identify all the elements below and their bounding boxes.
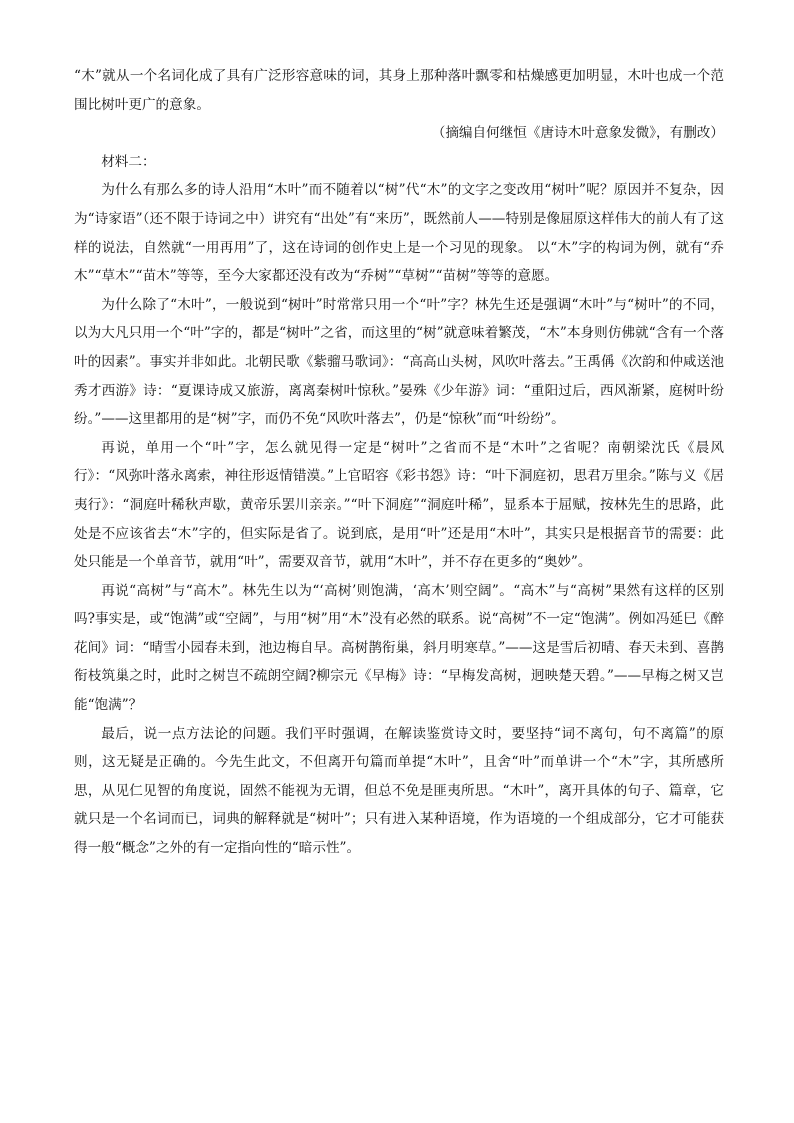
section-label: 材料二：	[101, 153, 156, 170]
document-page	[74, 62, 724, 863]
body-paragraph-1: 为什么有那么多的诗人沿用“木叶”而不随着以“树”代“木”的文字之变改用“树叶”呢？原因并不复杂，因为“诗家语”（还不限于诗词之中）讲究有“出处”有“来历”，既然前人——特别是像屈原这样伟大的前人有了这样的说法，自然就“一用再用”了，这在诗词的创作史上是一个习见的现象。 以“木”字的构词为例，就有“乔木”“草木”“苗木”等等，至今大家都还没有改为“乔树”“草树”“苗树”等等的意愿。	[74, 182, 724, 285]
source-note: （摘编自何继恒《唐诗木叶意象发微》，有删改）	[431, 125, 724, 142]
body-paragraph-2: 为什么除了“木叶”，一般说到“树叶”时常常只用一个“叶”字？林先生还是强调“木叶”与“树叶”的不同，以为大凡只用一个“叶”字的，都是“树叶”之省，而这里的“树”就意味着繁茂，“木”本身则仿佛就“含有一个落叶的因素”。事实并非如此。北朝民歌《紫骝马歌词》：“高高山头树，风吹叶落去。”王禹偁《次韵和仲咸送池秀才西游》诗：“夏课诗成又旅游，离离秦树叶惊秋。”晏殊《少年游》词：“重阳过后，西风渐紧，庭树叶纷纷。”——这里都用的是“树”字，而仍不免“风吹叶落去”，仍是“惊秋”而“叶纷纷”。	[74, 296, 724, 428]
body-paragraph-3: 再说，单用一个“叶”字，怎么就见得一定是“树叶”之省而不是“木叶”之省呢？南朝梁沈氏《晨风行》：“风弥叶落永离索，神往形返情错漠。”上官昭容《彩书怨》诗：“叶下洞庭初，思君万里余。”陈与义《居夷行》：“洞庭叶稀秋声歇，黄帝乐罢川亲亲。”“叶下洞庭”“洞庭叶稀”，显系本于屈赋，按林先生的思路，此处是不应该省去“木”字的，但实际是省了。说到底，是用“叶”还是用“木叶”，其实只是根据音节的需要：此处只能是一个单音节，就用“叶”，需要双音节，就用“木叶”，并不存在更多的“奥妙”。	[74, 439, 724, 571]
body-paragraph-5: 最后，说一点方法论的问题。我们平时强调，在解读鉴赏诗文时，要坚持“词不离句，句不离篇”的原则，这无疑是正确的。今先生此文，不但离开句篇而单提“木叶”，且舍“叶”而单讲一个“木”字，其所感所思，从见仁见智的角度说，固然不能视为无谓，但总不免是匪夷所思。“木叶”，离开具体的句子、篇章，它就只是一个名词而已，词典的解释就是“树叶”；只有进入某种语境，作为语境的一个组成部分，它才可能获得一般“概念”之外的有一定指向性的“暗示性”。	[74, 725, 724, 857]
opening-paragraph: “木”就从一个名词化成了具有广泛形容意味的词，其身上那种落叶飘零和枯燥感更加明显，木叶也成一个范围比树叶更广的意象。	[74, 68, 724, 113]
body-paragraph-4: 再说“高树”与“高木”。林先生以为“‘高树’则饱满，‘高木’则空阔”。“高木”与“高树”果然有这样的区别吗?事实是，或“饱满”或“空阔”，与用“树”用“木”没有必然的联系。说“高树”不一定“饱满”。例如冯延巳《醉花间》词：“晴雪小园春未到，池边梅自早。高树鹊衔巢，斜月明寒草。”——这是雪后初晴、春天未到、喜鹊衔枝筑巢之时，此时之树岂不疏朗空阔?柳宗元《早梅》诗：“早梅发高树，迥映楚天碧。”——早梅之树又岂能“饱满”？	[74, 582, 724, 714]
